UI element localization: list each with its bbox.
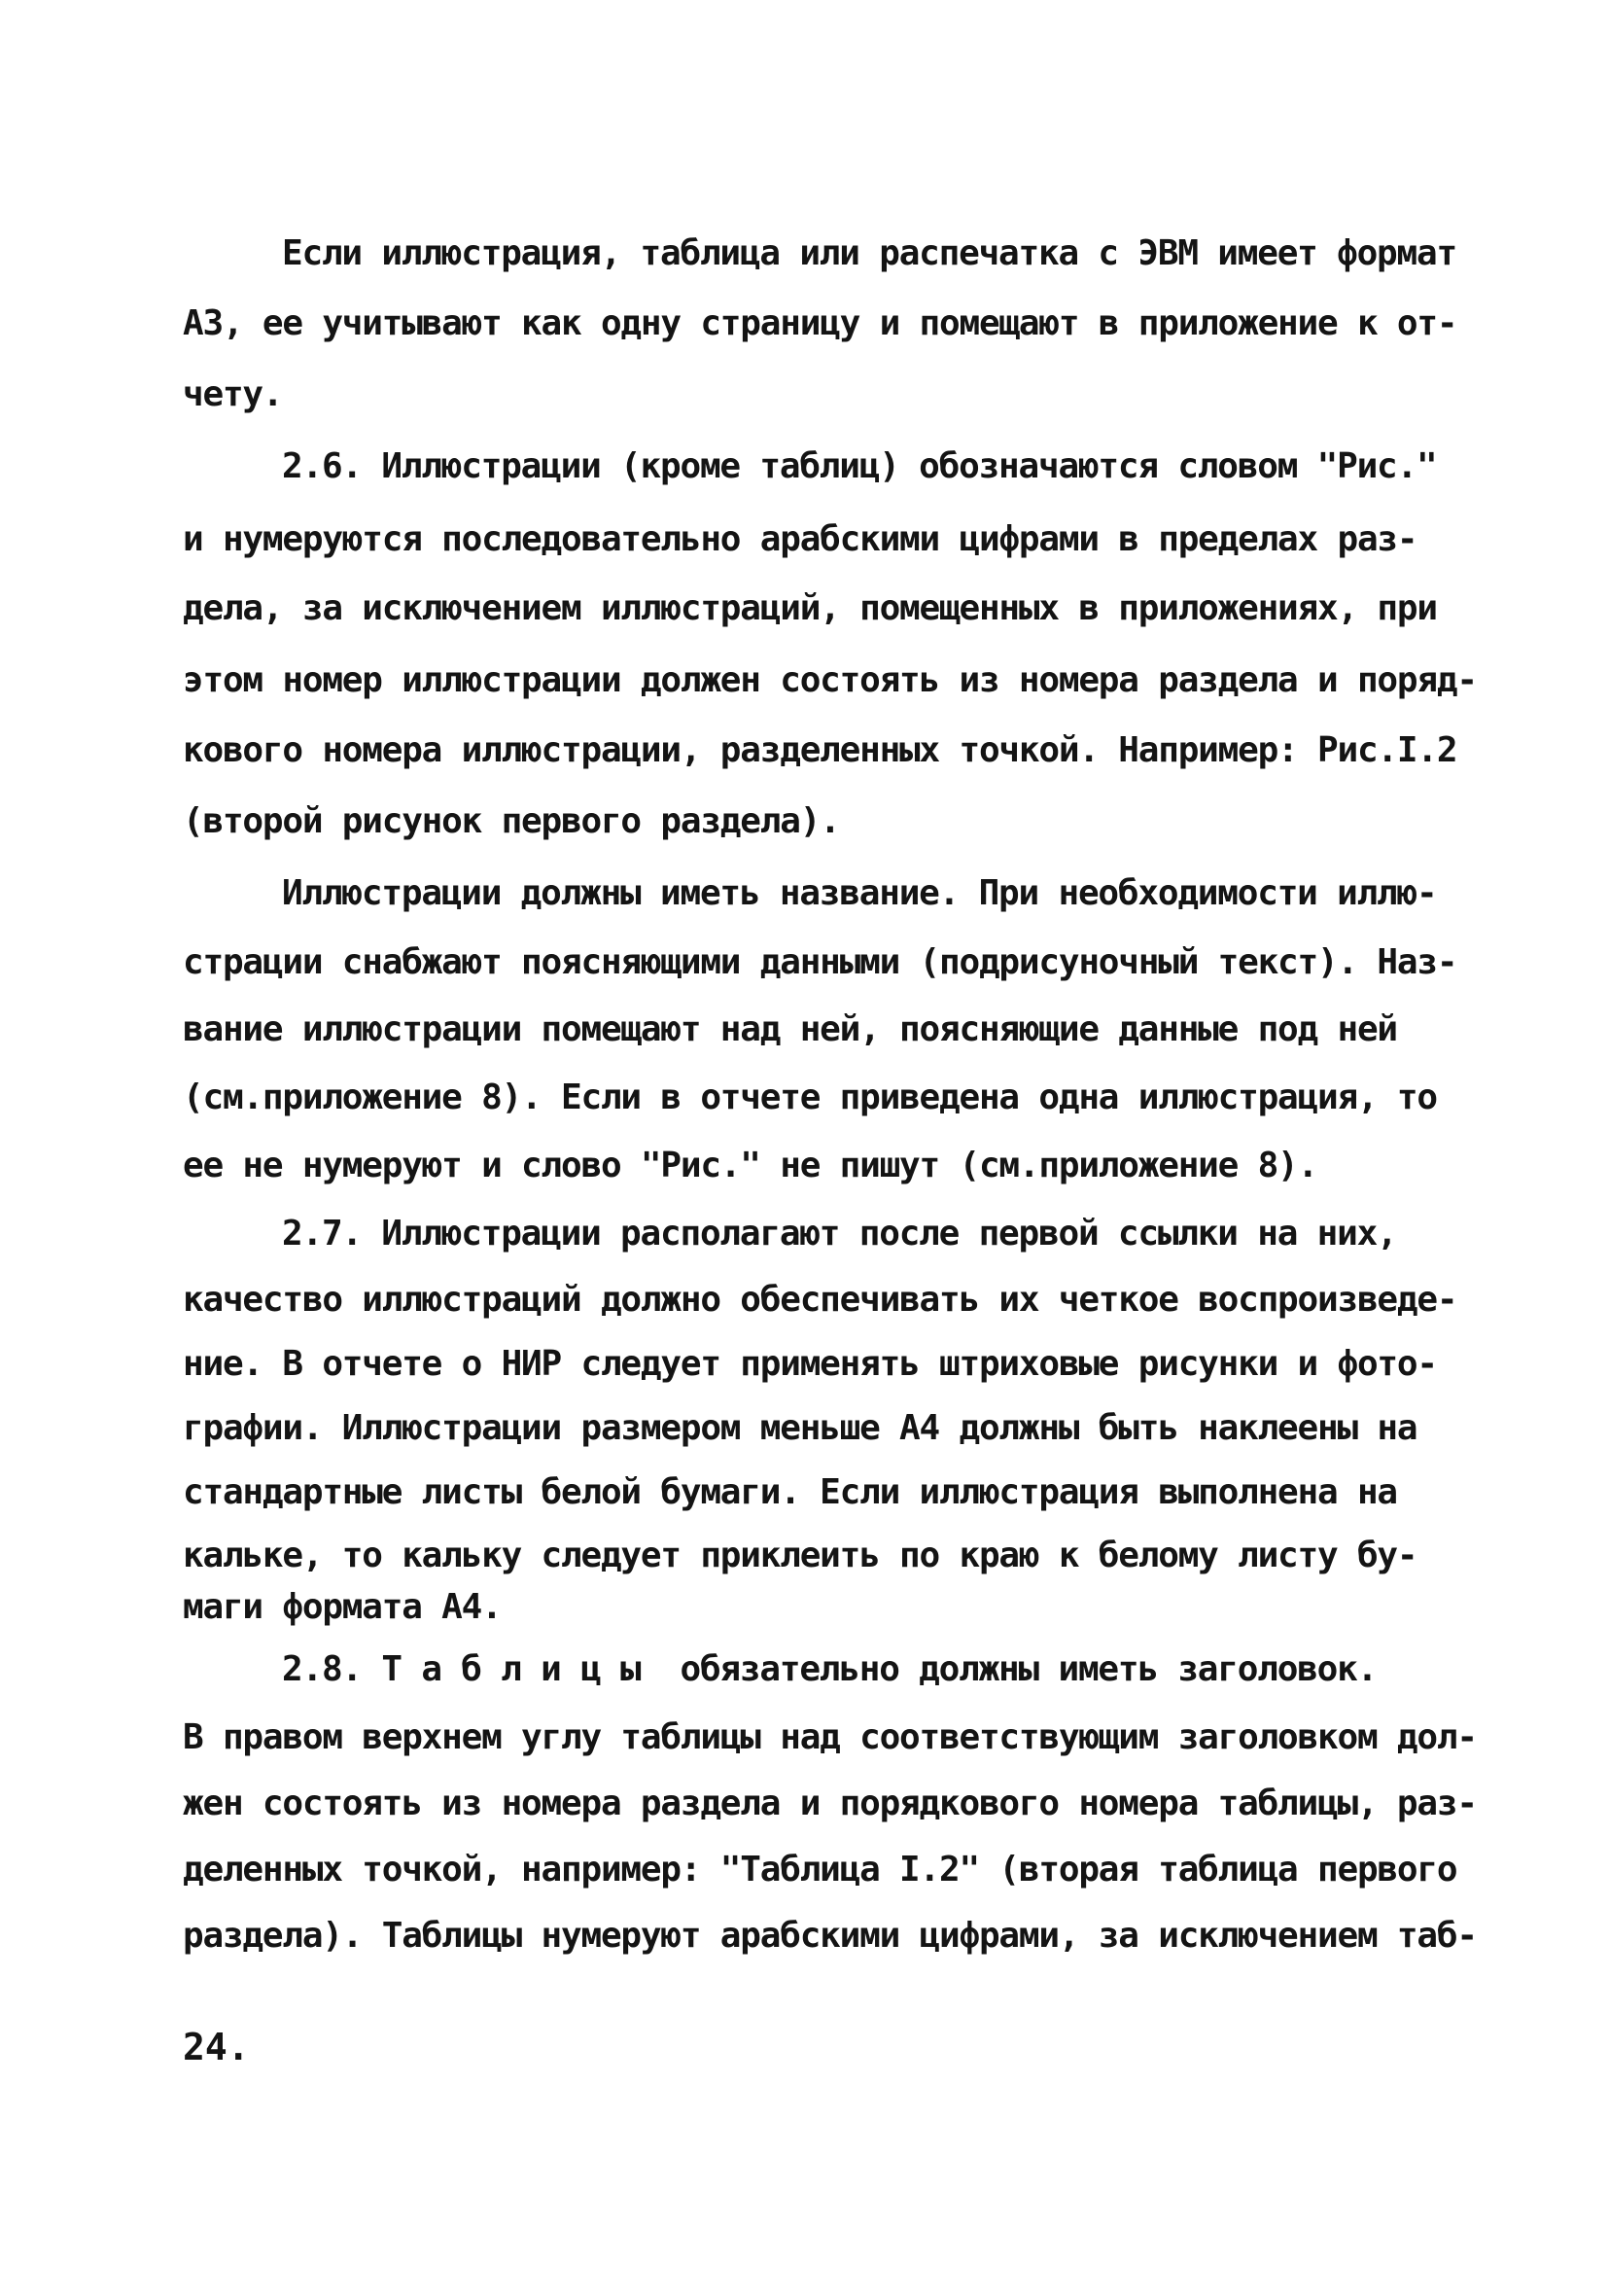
text-line: ее не нумеруют и слово "Рис." не пишут (см.приложение 8). [183,1146,1318,1185]
text-line: (второй рисунок первого раздела). [183,801,840,841]
text-line: маги формата А4. [183,1587,502,1627]
text-line: графии. Иллюстрации размером меньше А4 должны быть наклеены на [183,1408,1417,1448]
text-line: вание иллюстрации помещают над ней, поясняющие данные под ней [183,1009,1397,1049]
text-line: (см.приложение 8). Если в отчете приведена одна иллюстрация, то [183,1077,1437,1117]
text-line: деленных точкой, например: "Таблица I.2" (вторая таблица первого [183,1850,1457,1890]
text-line: стандартные листы белой бумаги. Если иллюстрация выполнена на [183,1472,1397,1512]
text-line: кальке, то кальку следует приклеить по краю к белому листу бу- [183,1536,1417,1575]
text-line: качество иллюстраций должно обеспечивать их четкое воспроизведе- [183,1280,1457,1320]
text-line: раздела). Таблицы нумеруют арабскими цифрами, за исключением таб- [183,1916,1477,1956]
text-line: В правом верхнем углу таблицы над соответствующим заголовком дол- [183,1717,1477,1757]
text-line: этом номер иллюстрации должен состоять из номера раздела и поряд- [183,660,1477,700]
text-line: жен состоять из номера раздела и порядкового номера таблицы, раз- [183,1784,1477,1823]
text-line: страции снабжают поясняющими данными (подрисуночный текст). Наз- [183,942,1457,982]
text-line: ние. В отчете о НИР следует применять штриховые рисунки и фото- [183,1344,1437,1384]
page-number: 24. [183,2026,250,2068]
text-line: кового номера иллюстрации, разделенных точкой. Например: Рис.I.2 [183,730,1457,770]
text-line: дела, за исключением иллюстраций, помещенных в приложениях, при [183,588,1437,628]
text-line: 2.6. Иллюстрации (кроме таблиц) обозначаются словом "Рис." [282,446,1437,486]
text-line: Если иллюстрация, таблица или распечатка с ЭВМ имеет формат [282,233,1456,273]
text-line: и нумеруются последовательно арабскими цифрами в пределах раз- [183,519,1417,559]
text-line: 2.8. Т а б л и ц ы обязательно должны иметь заголовок. [282,1649,1378,1689]
text-line: чету. [183,374,283,414]
text-line: 2.7. Иллюстрации располагают после первой ссылки на них, [282,1214,1397,1254]
text-line: А3, ее учитывают как одну страницу и помещают в приложение к от- [183,303,1457,343]
text-line: Иллюстрации должны иметь название. При необходимости иллю- [282,873,1437,913]
